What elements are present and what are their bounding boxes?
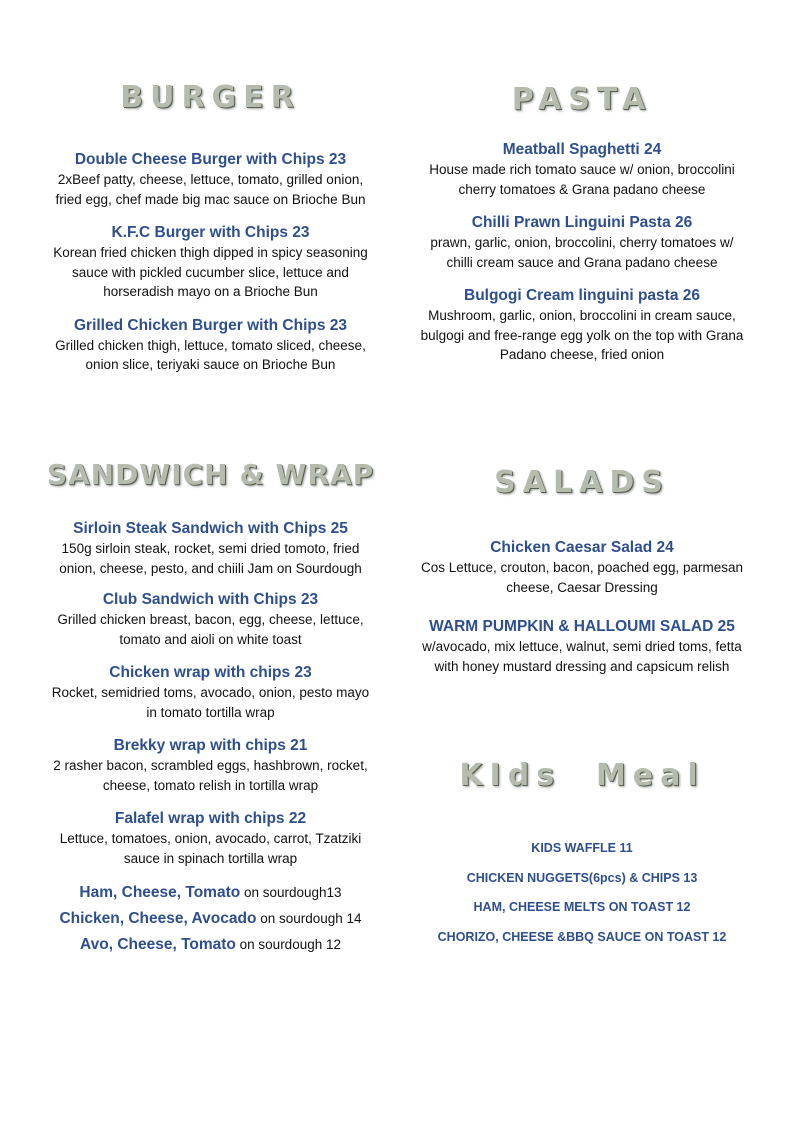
menu-item (418, 538, 746, 597)
menu-item-description: Cos Lettuce, crouton, bacon, poached egg, parmesan cheese, Caesar Dressing (421, 560, 743, 595)
kids-heading: KIds Meal (459, 758, 705, 793)
simple-sandwich-name: Avo, Cheese, Tomato (80, 936, 236, 953)
menu-item (48, 223, 373, 302)
menu-item-title: Meatball Spaghetti 24 (502, 141, 662, 158)
simple-sandwich-item (48, 906, 373, 932)
simple-sandwich-item (48, 932, 373, 958)
menu-item-title: Sirloin Steak Sandwich with Chips 25 (73, 520, 348, 537)
menu-item-description: Lettuce, tomatoes, onion, avocado, carrot, Tzatziki sauce in spinach tortilla wrap (59, 831, 362, 866)
menu-item (48, 809, 373, 868)
menu-item-title: Chicken wrap with chips 23 (109, 664, 312, 681)
menu-item (48, 150, 373, 209)
menu-item (48, 519, 373, 578)
simple-sandwich-price: on sourdough13 (240, 885, 342, 900)
salads-heading: SALADS (494, 465, 670, 500)
menu-item-title: Brekky wrap with chips 21 (113, 737, 308, 754)
simple-sandwich-price: on sourdough 12 (235, 937, 341, 952)
sandwich-heading: SANDWICH & WRAP (46, 458, 375, 491)
menu-item-title: Falafel wrap with chips 22 (114, 810, 307, 827)
pasta-section (418, 140, 746, 379)
menu-item (418, 213, 746, 272)
kids-menu-item: CHORIZO, CHEESE &BBQ SAUCE ON TOAST 12 (437, 929, 727, 944)
menu-item (418, 617, 746, 676)
menu-item-description: Grilled chicken breast, bacon, egg, cheese, lettuce, tomato and aioli on white toast (57, 612, 364, 647)
burger-section (48, 150, 373, 389)
menu-item-description: 2xBeef patty, cheese, lettuce, tomato, grilled onion, fried egg, chef made big mac sauce on Brioche Bun (55, 172, 366, 207)
menu-item (48, 663, 373, 722)
burger-heading: BURGER (120, 80, 301, 115)
menu-item-description: Rocket, semidried toms, avocado, onion, pesto mayo in tomato tortilla wrap (51, 685, 370, 720)
menu-item-title: Double Cheese Burger with Chips 23 (74, 151, 347, 168)
kids-menu-item: HAM, CHEESE MELTS ON TOAST 12 (473, 900, 691, 914)
kids-menu-item: KIDS WAFFLE 11 (531, 841, 633, 855)
simple-sandwich-name: Ham, Cheese, Tomato (79, 884, 241, 901)
menu-item (48, 316, 373, 375)
menu-item-description: w/avocado, mix lettuce, walnut, semi dried toms, fetta with honey mustard dressing and capsicum relish (422, 639, 742, 674)
menu-item-description: 150g sirloin steak, rocket, semi dried tomoto, fried onion, cheese, pesto, and chiili Jam on Sourdough (59, 541, 362, 576)
menu-item-description: 2 rasher bacon, scrambled eggs, hashbrown, rocket, cheese, tomato relish in tortilla wrap (53, 758, 368, 793)
menu-item-description: Grilled chicken thigh, lettuce, tomato sliced, cheese, onion slice, teriyaki sauce on Brioche Bun (55, 337, 366, 372)
simple-sandwich-item (48, 880, 373, 906)
simple-sandwich-name: Chicken, Cheese, Avocado (59, 910, 257, 927)
pasta-heading: PASTA (511, 82, 653, 117)
menu-item (418, 140, 746, 199)
simple-sandwich-list (48, 880, 373, 958)
menu-item (48, 736, 373, 795)
menu-item-title: Chicken Caesar Salad 24 (490, 539, 674, 556)
simple-sandwich-price: on sourdough 14 (256, 911, 362, 926)
menu-item-title: K.F.C Burger with Chips 23 (111, 224, 310, 241)
kids-section (418, 834, 746, 952)
menu-item-description: Mushroom, garlic, onion, broccolini in cream sauce, bulgogi and free-range egg yolk on the top with Grana Padano cheese, fried onion (420, 308, 744, 362)
menu-item-description: House made rich tomato sauce w/ onion, broccolini cherry tomatoes & Grana padano cheese (429, 162, 735, 197)
menu-item-description: Korean fried chicken thigh dipped in spicy seasoning sauce with pickled cucumber slice, lettuce and horseradish mayo on a Brioche Bun (53, 245, 368, 299)
menu-item-title: Chilli Prawn Linguini Pasta 26 (471, 214, 693, 231)
menu-item-title: WARM PUMPKIN & HALLOUMI SALAD 25 (429, 618, 735, 635)
menu-item (48, 590, 373, 649)
menu-item (418, 286, 746, 365)
menu-item-title: Bulgogi Cream linguini pasta 26 (464, 287, 700, 304)
menu-item-description: prawn, garlic, onion, broccolini, cherry tomatoes w/ chilli cream sauce and Grana padano cheese (430, 235, 734, 270)
menu-item-title: Grilled Chicken Burger with Chips 23 (73, 316, 348, 334)
menu-item-title: Club Sandwich with Chips 23 (102, 591, 319, 608)
salads-section (418, 538, 746, 690)
kids-menu-item: CHICKEN NUGGETS(6pcs) & CHIPS 13 (466, 870, 698, 885)
sandwich-section (48, 519, 373, 958)
